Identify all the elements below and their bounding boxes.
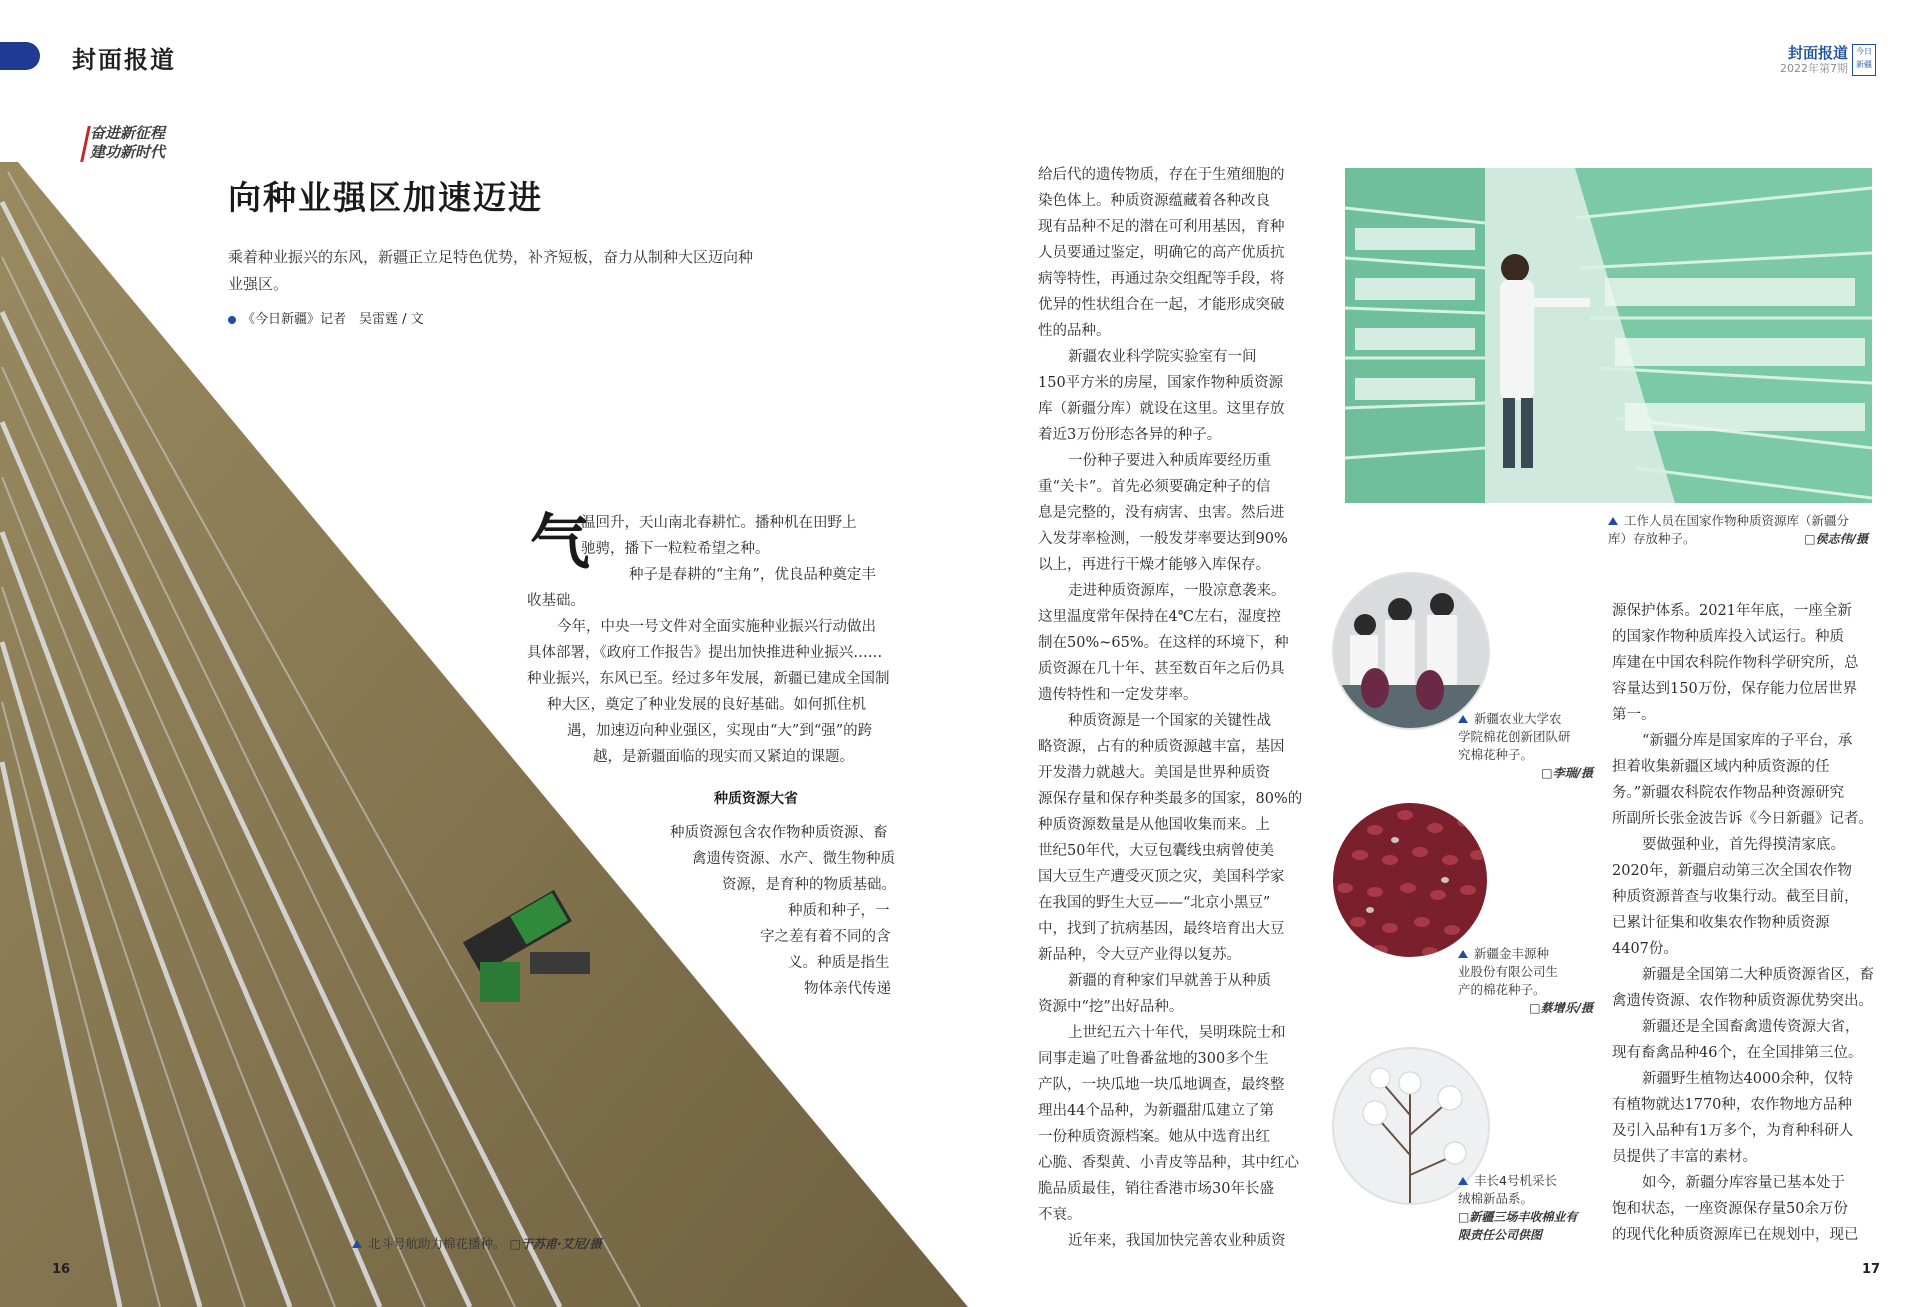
text-line: 第一。 — [1612, 707, 1656, 723]
text-line: 世纪50年代，大豆包囊线虫病曾使美 — [1038, 843, 1274, 859]
text-line: 以上，再进行干燥才能够入库保存。 — [1038, 557, 1270, 573]
text-line: 温回升，天山南北春耕忙。播种机在田野上 — [581, 515, 857, 531]
text-line: 物体亲代传递 — [804, 981, 891, 997]
text-line: 新品种，令大豆产业得以复苏。 — [1038, 947, 1241, 963]
text-line: 制在50%~65%。在这样的环境下，种 — [1038, 635, 1289, 651]
text-line: 同事走遍了吐鲁番盆地的300多个生 — [1038, 1051, 1269, 1067]
text-line: 一份种质资源档案。她从中选育出红 — [1038, 1129, 1270, 1145]
text-line: 近年来，我国加快完善农业种质资 — [1068, 1233, 1286, 1249]
text-line: 的现代化种质资源库已在规划中，现已 — [1612, 1227, 1859, 1243]
text-line: 重“关卡”。首先必须要确定种子的信 — [1038, 479, 1271, 495]
byline — [228, 308, 424, 327]
text-line: 开发潜力就越大。美国是世界种质资 — [1038, 765, 1270, 781]
text-line: 理出44个品种，为新疆甜瓜建立了第 — [1038, 1103, 1274, 1119]
text-line: 已累计征集和收集农作物种质资源 — [1612, 915, 1830, 931]
text-line: 病等特性，再通过杂交组配等手段，将 — [1038, 271, 1285, 287]
text-line: 遗传特性和一定发芽率。 — [1038, 687, 1198, 703]
caption-lab-text-1: 工作人员在国家作物种质资源库（新疆分 — [1624, 513, 1850, 528]
text-line: 源保护体系。2021年年底，一座全新 — [1612, 603, 1852, 619]
slogan — [90, 124, 165, 162]
caption-lab-text-2: 库）存放种子。 — [1608, 531, 1696, 546]
text-line: 一份种子要进入种质库要经历重 — [1068, 453, 1271, 469]
text-line: 种质资源普查与收集行动。截至目前， — [1612, 889, 1859, 905]
slogan-line-2: 建功新时代 — [90, 143, 166, 161]
text-line: 脆品质最佳，销往香港市场30年长盛 — [1038, 1181, 1274, 1197]
byline-text: 《今日新疆》记者 吴雷霆 / 文 — [242, 312, 424, 327]
text-line: 及引入品种有1万多个，为育种科研人 — [1612, 1123, 1854, 1139]
text-line: 新疆农业科学院实验室有一间 — [1068, 349, 1257, 365]
text-line: 容量达到150万份，保存能力位居世界 — [1612, 681, 1858, 697]
text-line: 产队，一块瓜地一块瓜地调查，最终整 — [1038, 1077, 1285, 1093]
text-line: “新疆分库是国家库的子平台，承 — [1642, 733, 1853, 749]
text-line: 新疆野生植物达4000余种，仅特 — [1642, 1071, 1853, 1087]
text-line: 国大豆生产遭受灭顶之灾，美国科学家 — [1038, 869, 1285, 885]
column-2 — [1038, 162, 1303, 1254]
seed-bank-lab-photo — [1345, 168, 1872, 503]
text-line: 略资源，占有的种质资源越丰富，基因 — [1038, 739, 1285, 755]
text-line: 人员要通过鉴定，明确它的高产优质抗 — [1038, 245, 1285, 261]
text-line: 给后代的遗传物质，存在于生殖细胞的 — [1038, 167, 1285, 183]
text-line: 种业振兴，东风已至。经过多年发展，新疆已建成全国制 — [527, 671, 890, 687]
caption-cotton — [1458, 1172, 1603, 1244]
text-line: 担着收集新疆区域内种质资源的任 — [1612, 759, 1830, 775]
section-tab-marker — [0, 42, 40, 70]
text-line: 质资源在几十年、甚至数百年之后仍具 — [1038, 661, 1285, 677]
article-headline: 向种业强区加速迈进 — [228, 178, 543, 217]
magazine-logo: 今日新疆 — [1852, 44, 1876, 76]
text-line: 4407份。 — [1612, 941, 1678, 957]
caption-cotton-line-1: 丰长4号机采长 — [1474, 1173, 1557, 1188]
text-line: 新疆的育种家们早就善于从种质 — [1068, 973, 1271, 989]
text-line: 的国家作物种质库投入试运行。种质 — [1612, 629, 1844, 645]
text-line: 库（新疆分库）就设在这里。这里存放 — [1038, 401, 1285, 417]
text-line: 在我国的野生大豆——“北京小黑豆” — [1038, 895, 1271, 911]
text-line: 优异的性状组合在一起，才能形成突破 — [1038, 297, 1285, 313]
article-lede: 乘着种业振兴的东风，新疆正立足特色优势，补齐短板，奋力从制种大区迈向种业强区。 — [228, 248, 754, 293]
text-line: 走进种质资源库，一股凉意袭来。 — [1068, 583, 1286, 599]
slogan-line-1: 奋进新征程 — [90, 124, 166, 142]
text-line: 遇，加速迈向种业强区，实现由“大”到“强”的跨 — [567, 723, 873, 739]
caption-team-line-2: 学院棉花创新团队研 — [1458, 729, 1571, 744]
text-line: 新疆还是全国畜禽遗传资源大省， — [1642, 1019, 1860, 1035]
text-line: 新疆是全国第二大种质资源省区，畜 — [1642, 967, 1874, 983]
text-line: 字之差有着不同的含 — [760, 929, 891, 945]
caption-cotton-credit-2: 限责任公司供图 — [1458, 1228, 1543, 1242]
text-line: 心脆、香梨黄、小青皮等品种，其中红心 — [1038, 1155, 1299, 1171]
caption-seeds-credit: □蔡增乐/摄 — [1529, 1001, 1593, 1015]
text-line: 有植物就达1770种，农作物地方品种 — [1612, 1097, 1852, 1113]
caption-seeds-line-3: 产的棉花种子。 — [1458, 982, 1546, 997]
caption-triangle-icon — [352, 1240, 362, 1248]
drop-cap: 气 — [530, 508, 590, 578]
caption-seeds-line-1: 新疆金丰源种 — [1474, 946, 1550, 961]
text-line: 员提供了丰富的素材。 — [1612, 1149, 1757, 1165]
text-line: 种子是春耕的“主角”，优良品种奠定丰 — [629, 567, 876, 583]
text-line: 入发芽率检测，一般发芽率要达到90% — [1038, 531, 1288, 547]
text-line: 具体部署，《政府工作报告》提出加快推进种业振兴…… — [527, 645, 883, 661]
text-line: 今年，中央一号文件对全面实施种业振兴行动做出 — [557, 619, 876, 635]
column-1b — [670, 820, 910, 1002]
caption-team-line-1: 新疆农业大学农 — [1474, 711, 1562, 726]
text-line: 150平方米的房屋，国家作物种质资源 — [1038, 375, 1284, 391]
text-line: 义。种质是指生 — [788, 955, 890, 971]
text-line: 不衰。 — [1038, 1207, 1082, 1223]
caption-field-credit: □于苏甫·艾尼/摄 — [509, 1237, 602, 1251]
caption-lab — [1608, 512, 1868, 548]
text-line: 种质资源包含农作物种质资源、畜 — [670, 825, 888, 841]
caption-triangle-icon — [1458, 1177, 1468, 1185]
text-line: 种质资源数量是从他国收集而来。上 — [1038, 817, 1270, 833]
text-line: 如今，新疆分库容量已基本处于 — [1642, 1175, 1845, 1191]
caption-field-text: 北斗号航助力棉花播种。 — [368, 1236, 506, 1251]
text-line: 源保存量和保存种类最多的国家，80%的 — [1038, 791, 1303, 807]
text-line: 染色体上。种质资源蕴藏着各种改良 — [1038, 193, 1270, 209]
text-line: 库建在中国农科院作物科学研究所，总 — [1612, 655, 1859, 671]
caption-cotton-line-2: 绒棉新品系。 — [1458, 1191, 1534, 1206]
text-line: 资源，是育种的物质基础。 — [722, 877, 896, 893]
text-line: 着近3万份形态各异的种子。 — [1038, 427, 1222, 443]
text-line: 饱和状态，一座资源保存量50余万份 — [1612, 1201, 1848, 1217]
text-line: 现有品种不足的潜在可利用基因，育种 — [1038, 219, 1285, 235]
text-line: 收基础。 — [527, 593, 585, 609]
caption-triangle-icon — [1608, 517, 1618, 525]
caption-seeds — [1458, 945, 1593, 1017]
caption-cotton-credit-1: □新疆三场丰收棉业有 — [1458, 1210, 1578, 1224]
text-line: 现有畜禽品种46个，在全国排第三位。 — [1612, 1045, 1863, 1061]
text-line: 种大区，奠定了种业发展的良好基础。如何抓住机 — [547, 697, 866, 713]
page-number-left: 16 — [52, 1262, 71, 1277]
text-line: 性的品种。 — [1038, 323, 1111, 339]
text-line: 息是完整的，没有病害、虫害。然后进 — [1038, 505, 1285, 521]
caption-team — [1458, 710, 1593, 782]
text-line: 要做强种业，首先得摸清家底。 — [1642, 837, 1845, 853]
caption-team-line-3: 究棉花种子。 — [1458, 747, 1534, 762]
caption-lab-credit: □侯志伟/摄 — [1804, 532, 1868, 546]
subhead: 种质资源大省 — [714, 791, 798, 807]
red-seeds-photo — [1330, 800, 1490, 960]
text-line: 驰骋，播下一粒粒希望之种。 — [581, 541, 770, 557]
text-line: 越，是新疆面临的现实而又紧迫的课题。 — [593, 749, 854, 765]
caption-triangle-icon — [1458, 950, 1468, 958]
text-line: 禽遗传资源、水产、微生物种质 — [692, 851, 895, 867]
text-line: 所副所长张金波告诉《今日新疆》记者。 — [1612, 811, 1873, 827]
text-line: 这里温度常年保持在4℃左右，湿度控 — [1038, 609, 1281, 625]
caption-team-credit: □李瑞/摄 — [1541, 766, 1593, 780]
text-line: 种质和种子，一 — [788, 903, 890, 919]
caption-triangle-icon — [1458, 715, 1468, 723]
text-line: 上世纪五六十年代，吴明珠院士和 — [1068, 1025, 1286, 1041]
text-line: 务。”新疆农科院农作物品种资源研究 — [1612, 785, 1845, 801]
text-line: 种质资源是一个国家的关键性战 — [1068, 713, 1271, 729]
issue-number: 2022年第7期 — [1780, 62, 1848, 75]
caption-field — [352, 1235, 602, 1253]
section-title-right: 封面报道 — [1787, 44, 1848, 62]
text-line: 中，找到了抗病基因，最终培育出大豆 — [1038, 921, 1285, 937]
text-line: 禽遗传资源、农作物种质资源优势突出。 — [1612, 993, 1873, 1009]
caption-seeds-line-2: 业股份有限公司生 — [1458, 964, 1559, 979]
page-number-right: 17 — [1862, 1262, 1881, 1277]
column-3 — [1612, 598, 1874, 1248]
section-title-left: 封面报道 — [72, 45, 176, 74]
text-line: 资源中“挖”出好品种。 — [1038, 999, 1184, 1015]
research-team-photo — [1330, 570, 1492, 732]
column-1 — [527, 510, 903, 770]
bullet-icon — [228, 316, 236, 324]
text-line: 2020年，新疆启动第三次全国农作物 — [1612, 863, 1852, 879]
